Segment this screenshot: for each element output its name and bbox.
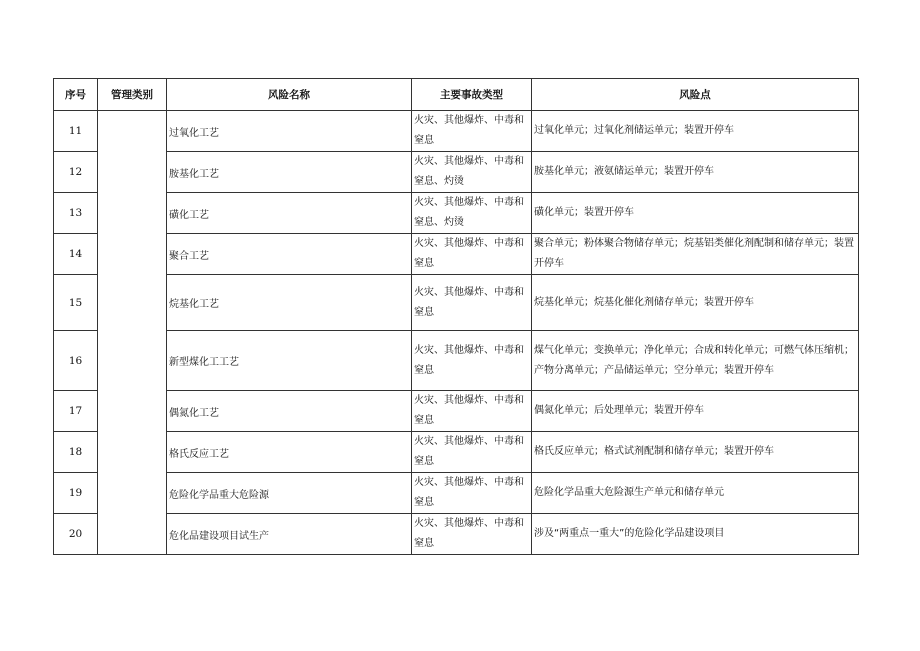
table-row — [54, 111, 859, 152]
accident-type: 火灾、其他爆炸、中毒和窒息 — [412, 514, 532, 555]
row-index: 14 — [54, 234, 98, 275]
table-row — [54, 473, 859, 514]
row-index: 11 — [54, 111, 98, 152]
risk-name: 新型煤化工工艺 — [167, 331, 412, 391]
risk-point: 危险化学品重大危险源生产单元和储存单元 — [532, 473, 859, 514]
risk-point: 涉及“两重点一重大”的危险化学品建设项目 — [532, 514, 859, 555]
risk-name: 过氧化工艺 — [167, 111, 412, 152]
accident-type: 火灾、其他爆炸、中毒和窒息 — [412, 391, 532, 432]
accident-type: 火灾、其他爆炸、中毒和窒息 — [412, 432, 532, 473]
row-index: 12 — [54, 152, 98, 193]
table-row — [54, 275, 859, 331]
risk-point: 聚合单元；粉体聚合物储存单元；烷基铝类催化剂配制和储存单元；装置开停车 — [532, 234, 859, 275]
risk-table — [53, 78, 859, 555]
table-row — [54, 331, 859, 391]
risk-point: 煤气化单元；变换单元；净化单元；合成和转化单元；可燃气体压缩机；产物分离单元；产品储运单元；空分单元；装置开停车 — [532, 331, 859, 391]
risk-name: 格氏反应工艺 — [167, 432, 412, 473]
table-row — [54, 234, 859, 275]
header-index: 序号 — [54, 79, 98, 111]
accident-type: 火灾、其他爆炸、中毒和窒息 — [412, 331, 532, 391]
accident-type: 火灾、其他爆炸、中毒和窒息 — [412, 234, 532, 275]
row-index: 17 — [54, 391, 98, 432]
accident-type: 火灾、其他爆炸、中毒和窒息、灼烫 — [412, 152, 532, 193]
risk-name: 烷基化工艺 — [167, 275, 412, 331]
risk-point: 格氏反应单元；格式试剂配制和储存单元；装置开停车 — [532, 432, 859, 473]
risk-name: 胺基化工艺 — [167, 152, 412, 193]
risk-point: 烷基化单元；烷基化催化剂储存单元；装置开停车 — [532, 275, 859, 331]
table-row — [54, 514, 859, 555]
risk-name: 危化品建设项目试生产 — [167, 514, 412, 555]
risk-point: 胺基化单元；液氨储运单元；装置开停车 — [532, 152, 859, 193]
risk-point: 偶氮化单元；后处理单元；装置开停车 — [532, 391, 859, 432]
header-risk-point: 风险点 — [532, 79, 859, 111]
row-index: 16 — [54, 331, 98, 391]
risk-point: 磺化单元；装置开停车 — [532, 193, 859, 234]
risk-name: 聚合工艺 — [167, 234, 412, 275]
header-category: 管理类别 — [98, 79, 167, 111]
header-row — [54, 79, 859, 111]
row-index: 19 — [54, 473, 98, 514]
risk-name: 危险化学品重大危险源 — [167, 473, 412, 514]
accident-type: 火灾、其他爆炸、中毒和窒息 — [412, 275, 532, 331]
row-index: 15 — [54, 275, 98, 331]
table-row — [54, 391, 859, 432]
risk-name: 偶氮化工艺 — [167, 391, 412, 432]
table-row — [54, 193, 859, 234]
header-accident-type: 主要事故类型 — [412, 79, 532, 111]
table-row — [54, 432, 859, 473]
row-index: 18 — [54, 432, 98, 473]
category-cell — [98, 111, 167, 555]
accident-type: 火灾、其他爆炸、中毒和窒息 — [412, 111, 532, 152]
accident-type: 火灾、其他爆炸、中毒和窒息、灼烫 — [412, 193, 532, 234]
row-index: 20 — [54, 514, 98, 555]
row-index: 13 — [54, 193, 98, 234]
header-risk-name: 风险名称 — [167, 79, 412, 111]
table-row — [54, 152, 859, 193]
accident-type: 火灾、其他爆炸、中毒和窒息 — [412, 473, 532, 514]
risk-point: 过氧化单元；过氧化剂储运单元；装置开停车 — [532, 111, 859, 152]
risk-name: 磺化工艺 — [167, 193, 412, 234]
